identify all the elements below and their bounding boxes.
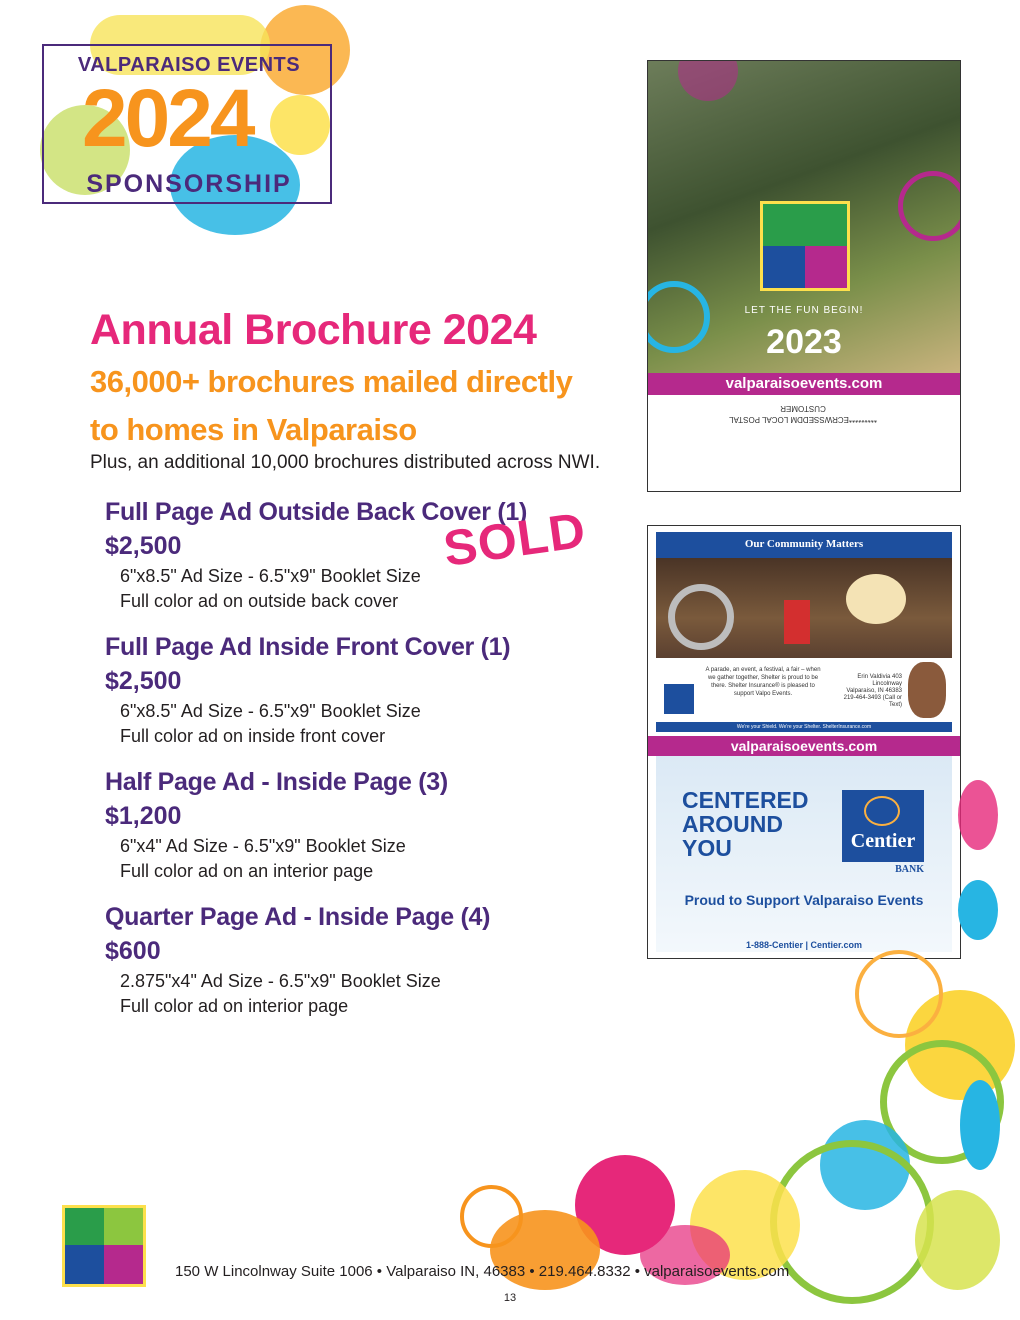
film-reel-icon: [668, 584, 734, 650]
footer-logo: [62, 1205, 146, 1287]
shelter-insurance-ad: [656, 532, 952, 732]
ad-option-name: Half Page Ad - Inside Page (3): [105, 768, 448, 796]
ad1-heading: Our Community Matters: [744, 538, 864, 550]
ad-option-size: 6"x4" Ad Size - 6.5"x9" Booklet Size: [120, 836, 406, 856]
decor-ring: [855, 950, 943, 1038]
centier-logo: [842, 790, 924, 862]
ad1-agent: Erin Valdivia 403 Lincolnway Valparaiso, IN 46383 219-464-3493 (Call or Text): [843, 674, 902, 708]
ad-option-desc: Full color ad on interior page: [120, 996, 349, 1016]
ad-option-size: 6"x8.5" Ad Size - 6.5"x9" Booklet Size: [120, 566, 421, 586]
logo-quadrant: [65, 1245, 104, 1284]
decor-circle: [678, 60, 738, 101]
ad-option-desc: Full color ad on outside back cover: [120, 591, 399, 611]
distribution-note: Plus, an additional 10,000 brochures distributed across NWI.: [90, 452, 601, 473]
popcorn-film-photo: [656, 558, 952, 658]
centier-bank-label: BANK: [895, 864, 924, 875]
ad2-proud-text: Proud to Support Valparaiso Events: [684, 892, 924, 908]
ad-option-name: Full Page Ad Outside Back Cover (1): [105, 498, 528, 526]
shelter-logo: [664, 684, 694, 714]
ad-option-size: 6"x8.5" Ad Size - 6.5"x9" Booklet Size: [120, 701, 421, 721]
sold-stamp: SOLD: [440, 501, 590, 578]
decor-circle: [958, 780, 998, 850]
decor-circle: [960, 1080, 1000, 1170]
ad1-body: [656, 658, 952, 722]
brochure-url: valparaisoevents.com: [648, 373, 960, 395]
decor-circle: [958, 880, 998, 940]
ad-option: [105, 766, 448, 884]
centier-logo-text: Centier: [850, 830, 916, 852]
ad-option-price: $2,500: [105, 667, 182, 695]
page-title: Annual Brochure 2024: [90, 306, 537, 354]
logo-quadrant: [104, 1208, 143, 1245]
header-logo-events: VALPARAISO EVENTS: [77, 54, 301, 76]
centier-bank-ad: [656, 756, 952, 952]
header-logo-sponsorship: SPONSORSHIP: [86, 170, 292, 198]
brochure-year: 2023: [766, 323, 842, 361]
brochure-mailing-label: *********ECRWSSEDDM LOCAL POSTAL CUSTOMER: [729, 404, 877, 424]
ad-option-price: $600: [105, 937, 161, 965]
brochure-cover-image: [647, 60, 961, 492]
decor-ring: [898, 171, 961, 241]
footer-address: 150 W Lincolnway Suite 1006 • Valparaiso IN, 46383 • 219.464.8332 • valparaisoevents.com: [175, 1263, 790, 1280]
ad-option-desc: Full color ad on inside front cover: [120, 726, 386, 746]
ad-option-name: Full Page Ad Inside Front Cover (1): [105, 633, 511, 661]
decor-ring: [460, 1185, 523, 1248]
ad2-headline: CENTERED AROUND YOU: [682, 787, 809, 861]
ad-option-size: 2.875"x4" Ad Size - 6.5"x9" Booklet Size: [120, 971, 441, 991]
decor-circle: [915, 1190, 1000, 1290]
subtitle-line1: 36,000+ brochures mailed directly: [90, 364, 573, 399]
brochure-tagline: LET THE FUN BEGIN!: [744, 305, 864, 316]
ad1-footer: We're your Shield. We're your Shelter. ShelterInsurance.com: [736, 724, 872, 730]
brochure-photo: [648, 61, 960, 373]
ad-option-name: Quarter Page Ad - Inside Page (4): [105, 903, 491, 931]
ads-url-banner: valparaisoevents.com: [648, 736, 960, 756]
ad-option-price: $1,200: [105, 802, 182, 830]
header-logo-box: [42, 44, 332, 204]
ad-option-desc: Full color ad on an interior page: [120, 861, 374, 881]
header-logo-year: 2024: [82, 73, 253, 164]
cup-icon: [784, 600, 810, 644]
ad-option: [105, 901, 490, 1019]
agent-photo: [908, 662, 946, 718]
sample-ads-image: [647, 525, 961, 959]
valparaiso-events-logo: [760, 201, 850, 291]
fireworks-icon: [864, 796, 900, 826]
ad1-text: A parade, an event, a festival, a fair – when we gather together, Shelter is proud to be there. Shelter Insurance® is pleased to support Valpo Events.: [705, 667, 821, 697]
page-number: 13: [503, 1292, 517, 1304]
logo-quadrant: [805, 246, 847, 288]
logo-quadrant: [763, 246, 805, 288]
ad-option-price: $2,500: [105, 532, 182, 560]
popcorn-icon: [846, 574, 906, 624]
subtitle-line2: to homes in Valparaiso: [90, 412, 417, 447]
ad-option: [105, 631, 510, 749]
logo-quadrant: [104, 1245, 143, 1284]
ad2-phone: 1-888-Centier | Centier.com: [745, 940, 863, 950]
